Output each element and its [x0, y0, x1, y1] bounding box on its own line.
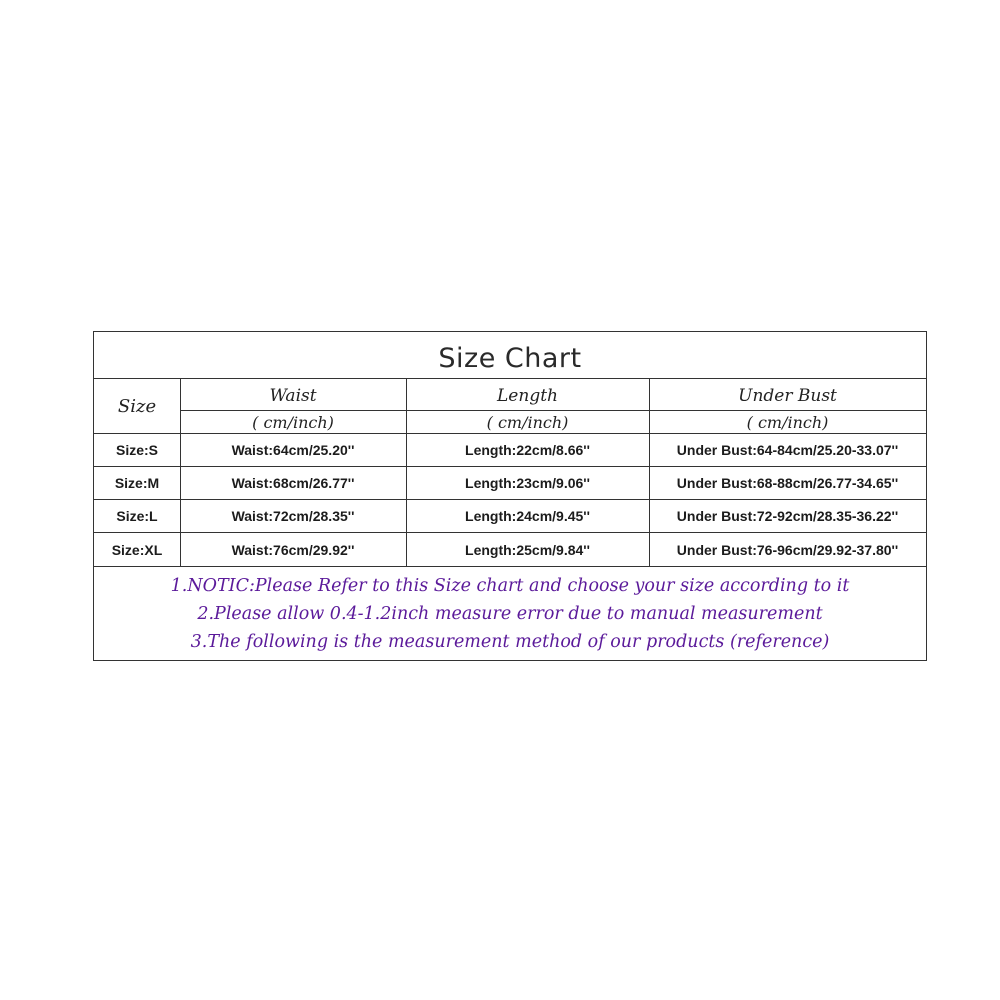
waist-cell: Waist:64cm/25.20''	[231, 442, 355, 458]
under-bust-cell: Under Bust:76-96cm/29.92-37.80''	[676, 541, 899, 558]
length-cell: Length:24cm/9.45''	[465, 508, 590, 524]
waist-unit: ( cm/inch)	[252, 413, 334, 432]
under-bust-header: Under Bust	[738, 386, 837, 406]
note-line: 1.NOTIC:Please Refer to this Size chart and choose your size according to it	[170, 576, 850, 596]
size-cell: Size:M	[114, 475, 160, 491]
waist-cell: Waist:76cm/29.92''	[231, 541, 355, 558]
under-bust-unit: ( cm/inch)	[746, 413, 829, 432]
size-cell: Size:S	[115, 442, 158, 458]
length-cell: Length:25cm/9.84''	[465, 541, 590, 558]
size-header: Size	[117, 395, 157, 417]
length-cell: Length:22cm/8.66''	[465, 442, 590, 458]
under-bust-cell: Under Bust:64-84cm/25.20-33.07''	[676, 442, 899, 458]
size-cell: Size:L	[116, 508, 158, 524]
waist-cell: Waist:68cm/26.77''	[231, 475, 355, 491]
note-line: 2.Please allow 0.4-1.2inch measure error due to manual measurement	[197, 604, 823, 624]
note-line: 3.The following is the measurement method of our products (reference)	[190, 632, 830, 652]
under-bust-cell: Under Bust:68-88cm/26.77-34.65''	[676, 475, 899, 491]
length-header: Length	[497, 386, 558, 406]
waist-header: Waist	[269, 386, 317, 406]
notes-block	[94, 567, 926, 661]
length-cell: Length:23cm/9.06''	[465, 475, 590, 491]
under-bust-cell: Under Bust:72-92cm/28.35-36.22''	[676, 508, 899, 524]
waist-cell: Waist:72cm/28.35''	[231, 508, 355, 524]
length-unit: ( cm/inch)	[486, 413, 569, 432]
size-chart-table	[93, 331, 927, 661]
chart-title: Size Chart	[94, 332, 926, 379]
size-cell: Size:XL	[111, 541, 163, 558]
